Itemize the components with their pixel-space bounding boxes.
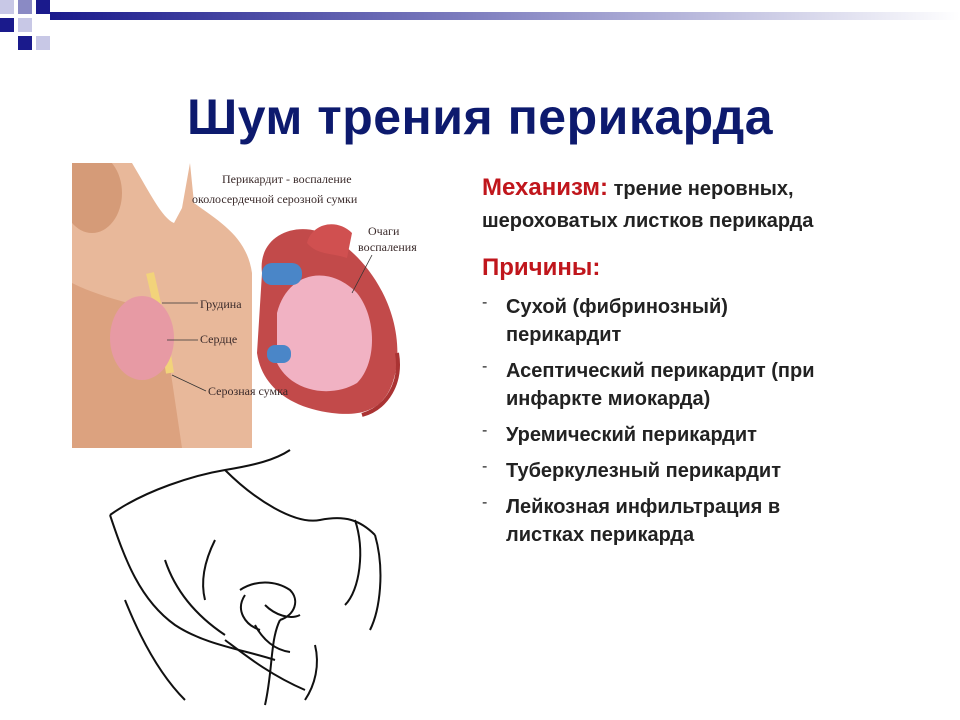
bullet-dash: - [482,494,488,511]
mechanism-text-line2: шероховатых листков перикарда [482,210,814,232]
content-column [482,172,922,557]
label-foci-2: воспаления [358,240,417,254]
bullet-dash: - [482,422,488,439]
label-serous-sac: Серозная сумка [208,384,289,398]
bullet-dash: - [482,358,488,375]
auscultation-sketch [105,440,425,710]
caption-line1: Перикардит - воспаление [222,172,352,186]
cause-line1: Сухой (фибринозный) [506,296,728,318]
slide-title: Шум трения перикарда [186,89,774,145]
palpation-line-drawing [105,440,425,710]
cause-line1: Асептический перикардит (при [506,360,815,382]
mechanism-text-line1: трение неровных, [613,178,794,200]
cause-line1: Уремический перикардит [506,424,757,446]
list-item [482,457,922,485]
cause-line2: листках перикарда [506,524,695,546]
list-item [482,421,922,449]
gradient-bar-graphic [0,0,960,60]
list-item [482,293,922,349]
list-item [482,493,922,549]
pericarditis-illustration [72,163,422,448]
list-item [482,357,922,413]
bullet-dash: - [482,294,488,311]
caption-line2: околосердечной серозной сумки [192,192,358,206]
causes-list [482,293,922,549]
label-foci-1: Очаги [368,224,400,238]
heart-anatomy-graphic [72,163,422,448]
cause-line1: Лейкозная инфильтрация в [506,496,781,518]
label-sternum: Грудина [200,297,242,311]
causes-label: Причины: [482,254,601,281]
mechanism-block [482,172,922,237]
label-heart: Сердце [200,332,238,346]
cause-line2: перикардит [506,324,622,346]
mechanism-label: Механизм: [482,174,609,201]
cause-line2: инфаркте миокарда) [506,388,711,410]
bullet-dash: - [482,458,488,475]
cause-line1: Туберкулезный перикардит [506,460,782,482]
top-decor-bar [0,0,960,60]
